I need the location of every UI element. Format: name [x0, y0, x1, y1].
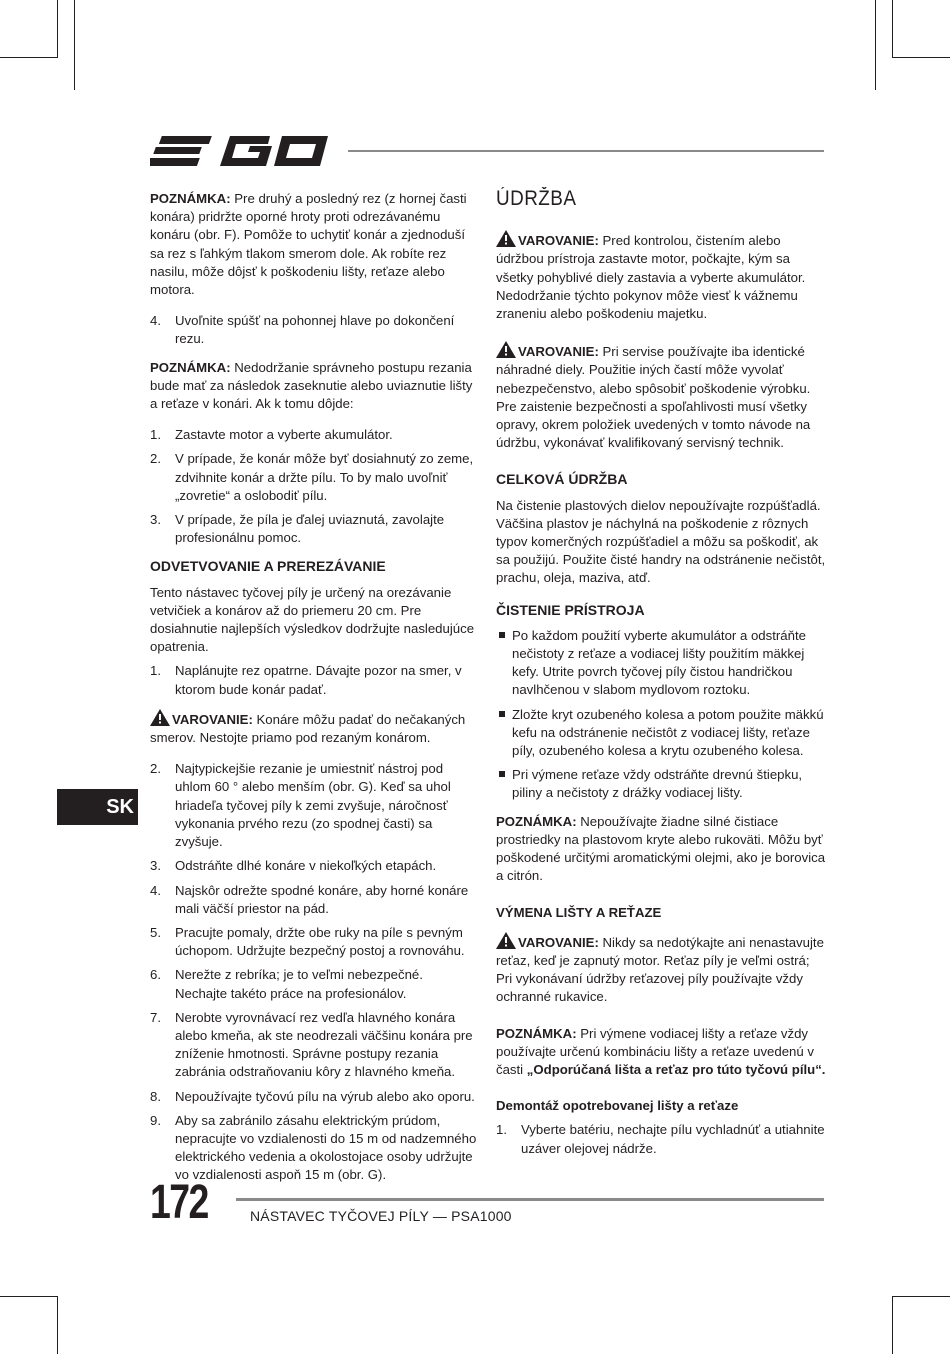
note-paragraph: POZNÁMKA: Nedodržanie správneho postupu rezania bude mať za následok zaseknutie alebo uviaznutie lišty a reťaze v konári. Ak k tomu dôjde: [150, 359, 473, 412]
warning-triangle-icon [496, 230, 516, 247]
warning-triangle-icon [150, 709, 170, 726]
square-bullet-icon [499, 632, 505, 638]
bullet-item: Po každom použití vyberte akumulátor a odstráňte nečistoty z reťaze a vodiacej lišty použitím mäkkej kefy. Utrite povrch tyčovej píly čistou handričkou navlhčenou v slabom mydlovom roztoku. [496, 627, 826, 700]
list-item: 5. Pracujte pomaly, držte obe ruky na píle s pevným úchopom. Udržujte bezpečný postoj a rovnováhu. [150, 924, 465, 959]
list-item: 2. V prípade, že konár môže byť dosiahnutý zo zeme, zdvihnite konár a držte pílu. To by malo uvoľniť „zovretie“ a oslobodiť pílu. [150, 451, 474, 503]
warning-triangle-icon [496, 932, 516, 949]
maintenance-title: ÚDRŽBA [496, 187, 577, 210]
crop-mark [892, 1296, 950, 1297]
section-heading: ODVETVOVANIE A PREREZÁVANIE [150, 558, 386, 575]
step-list [150, 662, 478, 698]
warning-paragraph: VAROVANIE: Pri servise používajte iba identické náhradné diely. Použitie iných častí môže vyvolať nebezpečenstvo, alebo spôsobiť poškodenie výrobku. Pre zaistenie bezpečnosti a spoľahlivosti musí všetky opravy, okrem položiek uvedených v tomto návode na údržbu, vykonávať kvalifikovaný servisný technik. [496, 341, 826, 452]
list-item: 1. Vyberte batériu, nechajte pílu vychladnúť a utiahnite uzáver olejovej nádrže. [496, 1122, 825, 1156]
page-number: 172 [150, 1176, 208, 1229]
left-column [150, 190, 478, 1191]
step-list [496, 1121, 826, 1157]
section-heading: VÝMENA LIŠTY A REŤAZE [496, 904, 662, 920]
language-tab: SK [57, 789, 138, 825]
cleaning-bullets [496, 627, 826, 803]
crop-mark [892, 57, 950, 58]
crop-mark [74, 0, 75, 90]
crop-mark [892, 0, 893, 58]
section-heading: CELKOVÁ ÚDRŽBA [496, 471, 628, 488]
list-item: 9. Aby sa zabránilo zásahu elektrickým prúdom, nepracujte vo vzdialenosti do 15 m od nadzemného elektrického vedenia a okolostojace osoby udržujte vo vzdialenosti aspoň 15 m (obr. G). [150, 1112, 477, 1183]
warning-triangle-icon [496, 341, 516, 358]
list-item: 8. Nepoužívajte tyčovú pílu na výrub alebo ako oporu. [150, 1088, 475, 1104]
footer-title: NÁSTAVEC TYČOVEJ PÍLY — PSA1000 [250, 1208, 512, 1224]
crop-mark [0, 57, 58, 58]
crop-mark [0, 1296, 58, 1297]
warning-paragraph: VAROVANIE: Pred kontrolou, čistením alebo údržbou prístroja zastavte motor, počkajte, kým sa všetky pohyblivé diely zastavia a vyberte akumulátor. Nedodržanie týchto pokynov môže viesť k vážnemu zraneniu alebo poškodeniu majetku. [496, 230, 826, 323]
warning-paragraph: VAROVANIE: Nikdy sa nedotýkajte ani nenastavujte reťaz, keď je zapnutý motor. Reťaz píly je veľmi ostrá; Pri vykonávaní údržby reťazovej píly používajte vždy ochranné rukavice. [496, 932, 826, 1007]
list-item: 4. Najskôr odrežte spodné konáre, aby horné konáre mali väčší priestor na pád. [150, 882, 469, 916]
crop-mark [875, 0, 876, 90]
crop-mark [892, 1296, 893, 1354]
section-intro: Tento nástavec tyčovej píly je určený na orezávanie vetvičiek a konárov až do priemeru 20 cm. Pre dosiahnutie najlepších výsledkov dodržujte nasledujúce opatrenia. [150, 584, 475, 655]
right-column [496, 187, 826, 1164]
warning-paragraph: VAROVANIE: Konáre môžu padať do nečakaných smerov. Nestojte priamo pod rezaným konárom. [150, 709, 478, 747]
step-list [150, 426, 478, 547]
bullet-item: Zložte kryt ozubeného kolesa a potom použite mäkkú kefu na odstránenie nečistôt z vodiacej lišty, reťaze píly, ozubeného kolesa a krytu ozubeného kolesa. [496, 706, 826, 761]
list-item: 1. Naplánujte rez opatrne. Dávajte pozor na smer, v ktorom bude konár padať. [150, 663, 462, 697]
list-item: 3. V prípade, že píla je ďalej uviaznutá, zavolajte profesionálnu pomoc. [150, 512, 445, 546]
step-list [150, 760, 478, 1184]
step-list [150, 312, 478, 348]
bullet-item: Pri výmene reťaze vždy odstráňte drevnú štiepku, piliny a nečistoty z drážky vodiacej lišty. [496, 766, 826, 802]
list-item: 2. Najtypickejšie rezanie je umiestniť nástroj pod uhlom 60 ° alebo menším (obr. G). Keď sa uhol hriadeľa tyčovej píly k zemi zvyšuje, náročnosť vykonania prvého rezu (zo spodnej časti) sa zvyšuje. [150, 761, 451, 850]
note-paragraph: POZNÁMKA: Pre druhý a posledný rez (z hornej časti konára) pridržte oporné hroty proti odrezávanému konáru (obr. F). Pomôže to uchytiť konár a zjednoduší sa rez s ľahkým tlakom smerom dole. Ak robíte rez nasilu, môže dôjsť k poškodeniu lišty, reťaze alebo motora. [150, 191, 467, 298]
list-item: 1. Zastavte motor a vyberte akumulátor. [150, 427, 393, 443]
crop-mark [57, 0, 58, 58]
footer-rule [236, 1198, 824, 1201]
ego-logo [150, 130, 330, 172]
section-heading: ČISTENIE PRÍSTROJA [496, 601, 645, 618]
note-paragraph: POZNÁMKA: Pri výmene vodiacej lišty a reťaze vždy používajte určenú kombináciu lišty a reťaze uvedenú v časti „Odporúčaná lišta a reťaz pro túto tyčovú pílu“. [496, 1025, 826, 1077]
list-item: 7. Nerobte vyrovnávací rez vedľa hlavného konára alebo kmeňa, ak ste neodrezali väčšinu konára pre zníženie hmotnosti. Správne postupy rezania zabránia odstraňovaniu kôry z hlavného kmeňa. [150, 1009, 473, 1080]
square-bullet-icon [499, 771, 505, 777]
square-bullet-icon [499, 711, 505, 717]
note-paragraph: POZNÁMKA: Nepoužívajte žiadne silné čistiace prostriedky na plastovom kryte alebo rukoväti. Môžu byť poškodené určitými aromatickými olejmi, ako je borovica a citrón. [496, 813, 826, 884]
list-item: 4. Uvoľnite spúšť na pohonnej hlave po dokončení rezu. [150, 313, 455, 347]
list-item: 6. Nerežte z rebríka; je to veľmi nebezpečné. Nechajte takéto práce na profesionálov. [150, 967, 423, 1001]
header-rule [348, 150, 824, 152]
list-item: 3. Odstráňte dlhé konáre v niekoľkých etapách. [150, 858, 437, 874]
crop-mark [57, 1296, 58, 1354]
general-maintenance-text: Na čistenie plastových dielov nepoužívajte rozpúšťadlá. Väčšina plastov je náchylná na poškodenie z rôznych typov komerčných rozpúšťadiel a môžu sa poškodiť, ak sa použijú. Použite čisté handry na odstránenie nečistôt, prachu, oleja, maziva, atď. [496, 497, 826, 586]
subsection-heading: Demontáž opotrebovanej lišty a reťaze [496, 1098, 739, 1114]
